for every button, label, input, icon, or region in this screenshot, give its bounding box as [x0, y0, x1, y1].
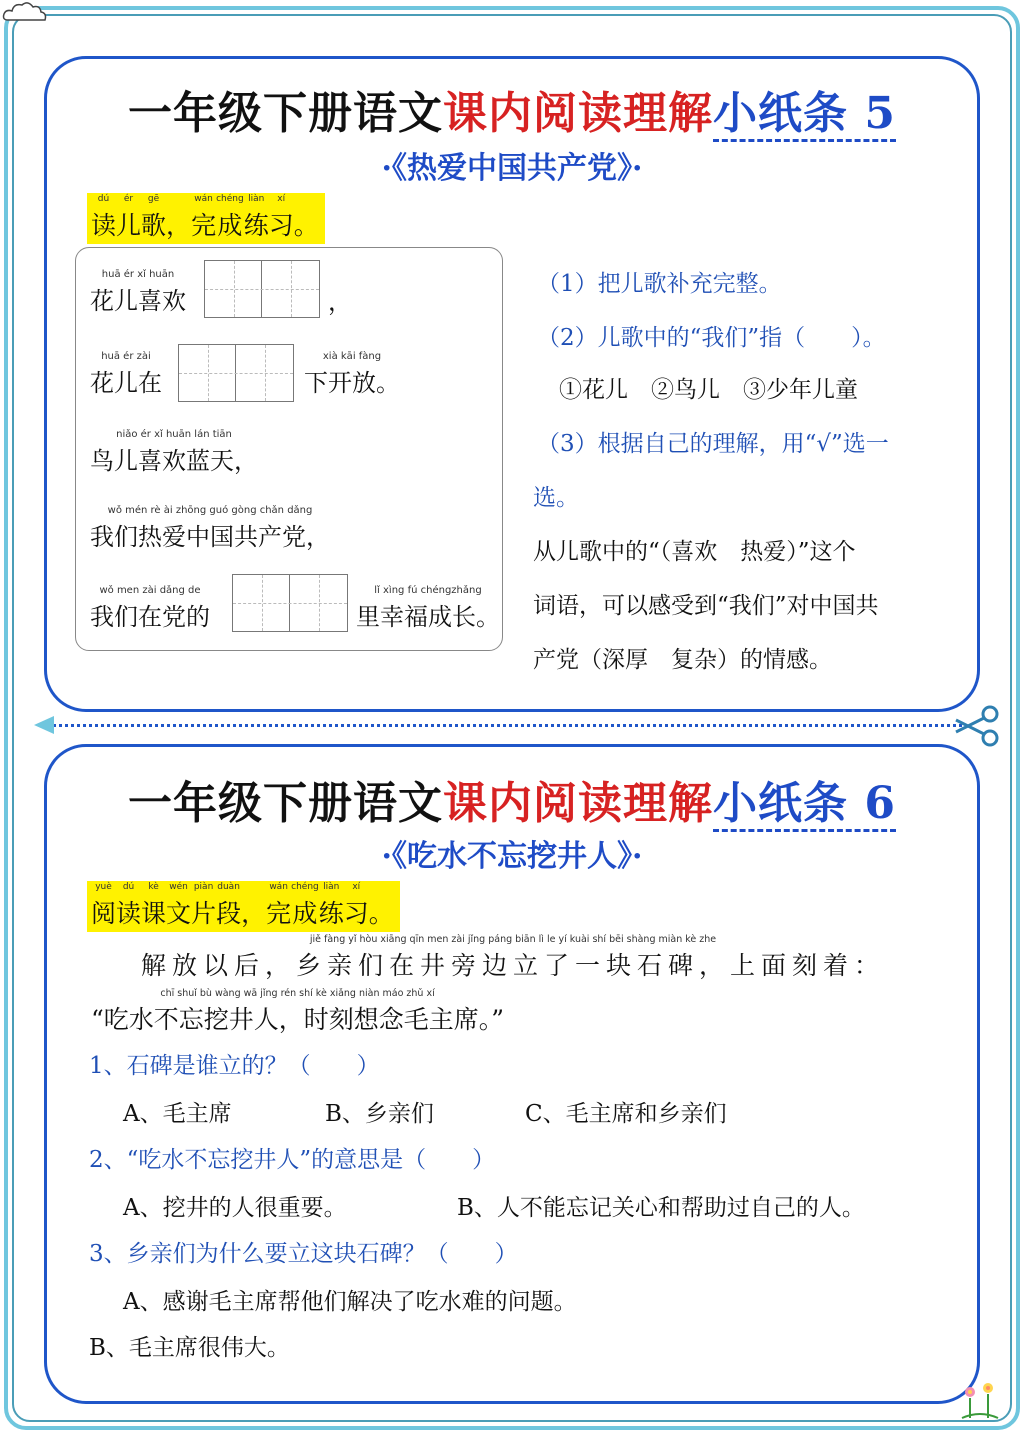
cut-line: [42, 724, 962, 727]
instruction-highlight: [87, 881, 400, 932]
instruction-char: chéng 成: [216, 194, 244, 240]
question-3: （3）根据自己的理解，用“√”选一: [537, 431, 889, 457]
instruction-char: dú 读: [116, 882, 142, 928]
question-3: 3、乡亲们为什么要立这块石碑？（ ）: [89, 1241, 518, 1267]
poem-line-2-end: xià kāi fàng 下开放。: [304, 351, 400, 397]
instruction-char: wén 文: [166, 882, 192, 928]
poem-box: [75, 247, 503, 651]
instruction-char: xí 习: [343, 882, 369, 928]
card-title: 一年级下册语文课内阅读理解小纸条 5: [47, 77, 977, 141]
instruction-char: ér 儿: [116, 194, 142, 240]
answer-box[interactable]: [232, 574, 348, 632]
instruction-char: 。: [293, 211, 319, 240]
question-3-cont: 选。: [533, 485, 579, 511]
option-1a[interactable]: A、毛主席: [123, 1101, 232, 1127]
lesson-subtitle: ·《热爱中国共产党》·: [381, 151, 643, 186]
question-3-line-1: 从儿歌中的“（喜欢 热爱）”这个: [533, 539, 856, 565]
question-2-options: ①花儿 ②鸟儿 ③少年儿童: [559, 377, 858, 403]
question-1: （1）把儿歌补充完整。: [537, 271, 782, 297]
cloud-icon: [2, 0, 48, 22]
passage-line-1: jiě fàng yǐ hòu xiāng qīn men zài jǐng páng biān lì le yí kuài shí bēi shàng miàn kè zhe 解放以后，乡亲们在井旁边立了一块石碑，上面刻着：: [141, 934, 886, 980]
instruction-char: wán 完: [266, 882, 292, 928]
instruction-char: kè 课: [141, 882, 167, 928]
option-2b[interactable]: B、人不能忘记关心和帮助过自己的人。: [457, 1195, 865, 1221]
option-1b[interactable]: B、乡亲们: [325, 1101, 434, 1127]
instruction-char: dú 读: [91, 194, 117, 240]
worksheet-card-6: [44, 744, 980, 1404]
arrow-left-icon: [34, 716, 54, 734]
question-1: 1、石碑是谁立的？（ ）: [89, 1053, 380, 1079]
instruction-char: ，: [166, 211, 192, 240]
option-3b[interactable]: B、毛主席很伟大。: [89, 1335, 290, 1361]
instruction-char: chéng 成: [291, 882, 319, 928]
instruction-char: ，: [241, 899, 267, 928]
poem-comma: ，: [328, 288, 352, 316]
instruction-char: 。: [368, 899, 394, 928]
option-2a[interactable]: A、挖井的人很重要。: [123, 1195, 347, 1221]
instruction-char: duàn 段: [216, 882, 242, 928]
poem-line-5-end: lǐ xìng fú chéngzhǎng 里幸福成长。: [356, 585, 500, 631]
question-3-line-3: 产党（深厚 复杂）的情感。: [533, 647, 832, 673]
poem-line-3: niǎo ér xǐ huān lán tiān 鸟儿喜欢蓝天，: [90, 429, 258, 475]
worksheet-card-5: [44, 56, 980, 712]
flower-icon: [956, 1380, 1004, 1420]
instruction-char: yuè 阅: [91, 882, 117, 928]
answer-box[interactable]: [204, 260, 320, 318]
scissors-icon: [952, 704, 1000, 748]
option-1c[interactable]: C、毛主席和乡亲们: [525, 1101, 727, 1127]
option-3a[interactable]: A、感谢毛主席帮他们解决了吃水难的问题。: [123, 1289, 577, 1315]
question-3-line-2: 词语，可以感受到“我们”对中国共: [533, 593, 879, 619]
answer-box[interactable]: [178, 344, 294, 402]
instruction-char: liàn 练: [318, 882, 344, 928]
question-2: 2、“吃水不忘挖井人”的意思是（ ）: [89, 1147, 496, 1173]
passage-line-2: chī shuǐ bù wàng wā jǐng rén shí kè xiǎng niàn máo zhǔ xí “吃水不忘挖井人，时刻想念毛主席。”: [91, 988, 505, 1034]
instruction-char: xí 习: [268, 194, 294, 240]
instruction-char: liàn 练: [243, 194, 269, 240]
instruction-highlight: [87, 193, 325, 244]
card-title: 一年级下册语文课内阅读理解小纸条 6: [47, 767, 977, 831]
poem-line-1: huā ér xǐ huān 花儿喜欢: [90, 269, 186, 315]
poem-line-5: wǒ men zài dǎng de 我们在党的: [90, 585, 210, 631]
question-2: （2）儿歌中的“我们”指（ ）。: [537, 325, 886, 351]
instruction-char: wán 完: [191, 194, 217, 240]
instruction-char: piàn 片: [191, 882, 217, 928]
instruction-char: gē 歌: [141, 194, 167, 240]
lesson-subtitle: ·《吃水不忘挖井人》·: [381, 839, 643, 874]
poem-line-4: wǒ mén rè ài zhōng guó gòng chǎn dǎng 我们热爱中国共产党，: [90, 505, 330, 551]
poem-line-2: huā ér zài 花儿在: [90, 351, 162, 397]
